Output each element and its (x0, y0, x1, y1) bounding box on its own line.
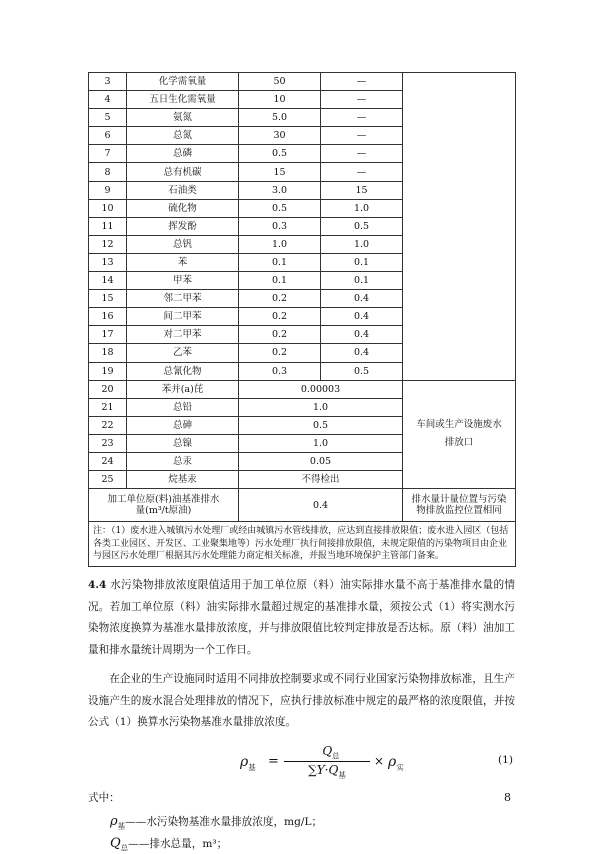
emission-limit-table (88, 72, 516, 567)
cell-no: 18 (89, 344, 127, 362)
cell-base-water-value: 0.4 (239, 489, 403, 522)
definition-item (110, 814, 322, 832)
definition-symbol: $Q_总$ (110, 836, 129, 853)
cell-pollutant: 总氮 (127, 127, 239, 145)
formula-denominator: $\sum Y\cdot Q_基$ (308, 763, 346, 780)
cell-pollutant: 邻二甲苯 (127, 290, 239, 308)
section-number: 4.4 (88, 579, 107, 591)
cell-direct-limit: 0.5 (239, 145, 321, 163)
cell-direct-limit: 5.0 (239, 109, 321, 127)
cell-direct-limit: 0.3 (239, 217, 321, 235)
definition-text: ——水污染物基准水量排放浓度，mg/L； (125, 816, 323, 828)
cell-pollutant: 化学需氧量 (127, 73, 239, 91)
cell-direct-limit: 1.0 (239, 235, 321, 253)
cell-base-water-label: 加工单位原(料)油基准排水量(m³/t原油) (89, 489, 239, 522)
cell-pollutant: 烷基汞 (127, 471, 239, 489)
cell-no: 10 (89, 199, 127, 217)
cell-monitoring-location: 车间或生产设施废水排放口 (403, 380, 516, 489)
equation-number: (1) (498, 754, 514, 766)
cell-indirect-limit: — (321, 91, 403, 109)
cell-indirect-limit: — (321, 73, 403, 91)
cell-no: 12 (89, 235, 127, 253)
cell-no: 3 (89, 73, 127, 91)
cell-direct-limit: 0.5 (239, 199, 321, 217)
formula-1 (240, 744, 440, 784)
section-4-4-paragraph (88, 575, 515, 661)
table-row (89, 73, 516, 91)
formula-numerator: $Q_总$ (322, 744, 340, 761)
cell-direct-limit: 30 (239, 127, 321, 145)
cell-limit: 1.0 (239, 434, 403, 452)
formula-rhs: $\rho_实$ (388, 754, 404, 772)
cell-no: 24 (89, 452, 127, 470)
table-row (89, 380, 516, 398)
cell-direct-limit: 0.2 (239, 344, 321, 362)
formula-times: × (374, 754, 385, 768)
cell-no: 16 (89, 308, 127, 326)
cell-no: 23 (89, 434, 127, 452)
cell-direct-limit: 0.2 (239, 290, 321, 308)
paragraph-2: 在企业的生产设施同时适用不同排放控制要求或不同行业国家污染物排放标准，且生产设施产生的废水混合处理排放的情况下，应执行排放标准中规定的最严格的浓度限值，并按公式（1）换算水污染物基准水量排放浓度。 (88, 673, 515, 728)
definition-symbol: $\rho_基$ (110, 814, 126, 831)
cell-no: 8 (89, 163, 127, 181)
cell-pollutant: 总镍 (127, 434, 239, 452)
cell-pollutant: 总磷 (127, 145, 239, 163)
cell-indirect-limit: 0.4 (321, 308, 403, 326)
cell-indirect-limit: 1.0 (321, 199, 403, 217)
cell-base-water-location: 排水量计量位置与污染物排放监控位置相同 (403, 489, 516, 522)
cell-direct-limit: 3.0 (239, 181, 321, 199)
cell-no: 25 (89, 471, 127, 489)
cell-pollutant: 总有机碳 (127, 163, 239, 181)
cell-no: 14 (89, 272, 127, 290)
cell-direct-limit: 0.1 (239, 272, 321, 290)
cell-pollutant: 乙苯 (127, 344, 239, 362)
cell-indirect-limit: 0.1 (321, 253, 403, 271)
where-label: 式中： (88, 792, 120, 804)
cell-direct-limit: 0.2 (239, 308, 321, 326)
cell-indirect-limit: 0.4 (321, 326, 403, 344)
cell-indirect-limit: 1.0 (321, 235, 403, 253)
cell-pollutant: 苯并(a)芘 (127, 380, 239, 398)
cell-direct-limit: 0.3 (239, 362, 321, 380)
cell-indirect-limit: 0.4 (321, 290, 403, 308)
cell-pollutant: 石油类 (127, 181, 239, 199)
page-number: 8 (504, 791, 511, 804)
cell-limit: 不得检出 (239, 471, 403, 489)
cell-indirect-limit: 0.4 (321, 344, 403, 362)
cell-pollutant: 挥发酚 (127, 217, 239, 235)
cell-direct-limit: 10 (239, 91, 321, 109)
cell-no: 7 (89, 145, 127, 163)
cell-no: 9 (89, 181, 127, 199)
cell-indirect-limit: — (321, 127, 403, 145)
cell-pollutant: 总钒 (127, 235, 239, 253)
cell-monitoring-location-upper (403, 73, 516, 381)
cell-pollutant: 总铅 (127, 398, 239, 416)
cell-pollutant: 苯 (127, 253, 239, 271)
formula-lhs: $\rho_基$ (240, 754, 256, 772)
cell-indirect-limit: 15 (321, 181, 403, 199)
cell-limit: 1.0 (239, 398, 403, 416)
cell-indirect-limit: 0.5 (321, 217, 403, 235)
cell-pollutant: 氨氮 (127, 109, 239, 127)
paragraph-1-text: 水污染物排放浓度限值适用于加工单位原（料）油实际排水量不高于基准排水量的情况。若加工单位原（料）油实际排水量超过规定的基准排水量，须按公式（1）将实测水污染物浓度换算为基准水量排放浓度，并与排放限值比较判定排放是否达标。原（料）油加工量和排水量统计周期为一个工作日。 (88, 579, 515, 656)
table-note: 注：（1）废水进入城镇污水处理厂或经由城镇污水管线排放，应达到直接排放限值；废水进入园区（包括各类工业园区、开发区、工业聚集地等）污水处理厂执行间接排放限值，未规定限值的污染物项目由企业与园区污水处理厂根据其污水处理能力商定相关标准，并报当地环境保护主管部门备案。 (89, 522, 516, 567)
cell-indirect-limit: — (321, 163, 403, 181)
fraction-bar (284, 761, 370, 762)
cell-pollutant: 间二甲苯 (127, 308, 239, 326)
cell-no: 4 (89, 91, 127, 109)
cell-pollutant: 五日生化需氧量 (127, 91, 239, 109)
cell-no: 11 (89, 217, 127, 235)
cell-limit: 0.5 (239, 416, 403, 434)
cell-pollutant: 硫化物 (127, 199, 239, 217)
cell-no: 13 (89, 253, 127, 271)
cell-no: 20 (89, 380, 127, 398)
cell-limit: 0.00003 (239, 380, 403, 398)
cell-pollutant: 总氰化物 (127, 362, 239, 380)
cell-no: 21 (89, 398, 127, 416)
cell-direct-limit: 50 (239, 73, 321, 91)
cell-direct-limit: 0.2 (239, 326, 321, 344)
cell-indirect-limit: — (321, 145, 403, 163)
definition-item (110, 836, 227, 854)
formula-equals: = (268, 754, 279, 769)
cell-no: 5 (89, 109, 127, 127)
base-water-row (89, 489, 516, 522)
cell-pollutant: 总砷 (127, 416, 239, 434)
cell-pollutant: 对二甲苯 (127, 326, 239, 344)
cell-no: 15 (89, 290, 127, 308)
cell-pollutant: 甲苯 (127, 272, 239, 290)
definition-text: ——排水总量，m³； (128, 838, 228, 850)
cell-no: 22 (89, 416, 127, 434)
cell-no: 6 (89, 127, 127, 145)
cell-pollutant: 总汞 (127, 452, 239, 470)
cell-direct-limit: 15 (239, 163, 321, 181)
cell-no: 17 (89, 326, 127, 344)
cell-indirect-limit: 0.5 (321, 362, 403, 380)
cell-indirect-limit: — (321, 109, 403, 127)
cell-indirect-limit: 0.1 (321, 272, 403, 290)
cell-limit: 0.05 (239, 452, 403, 470)
cell-direct-limit: 0.1 (239, 253, 321, 271)
note-row (89, 522, 516, 567)
cell-no: 19 (89, 362, 127, 380)
